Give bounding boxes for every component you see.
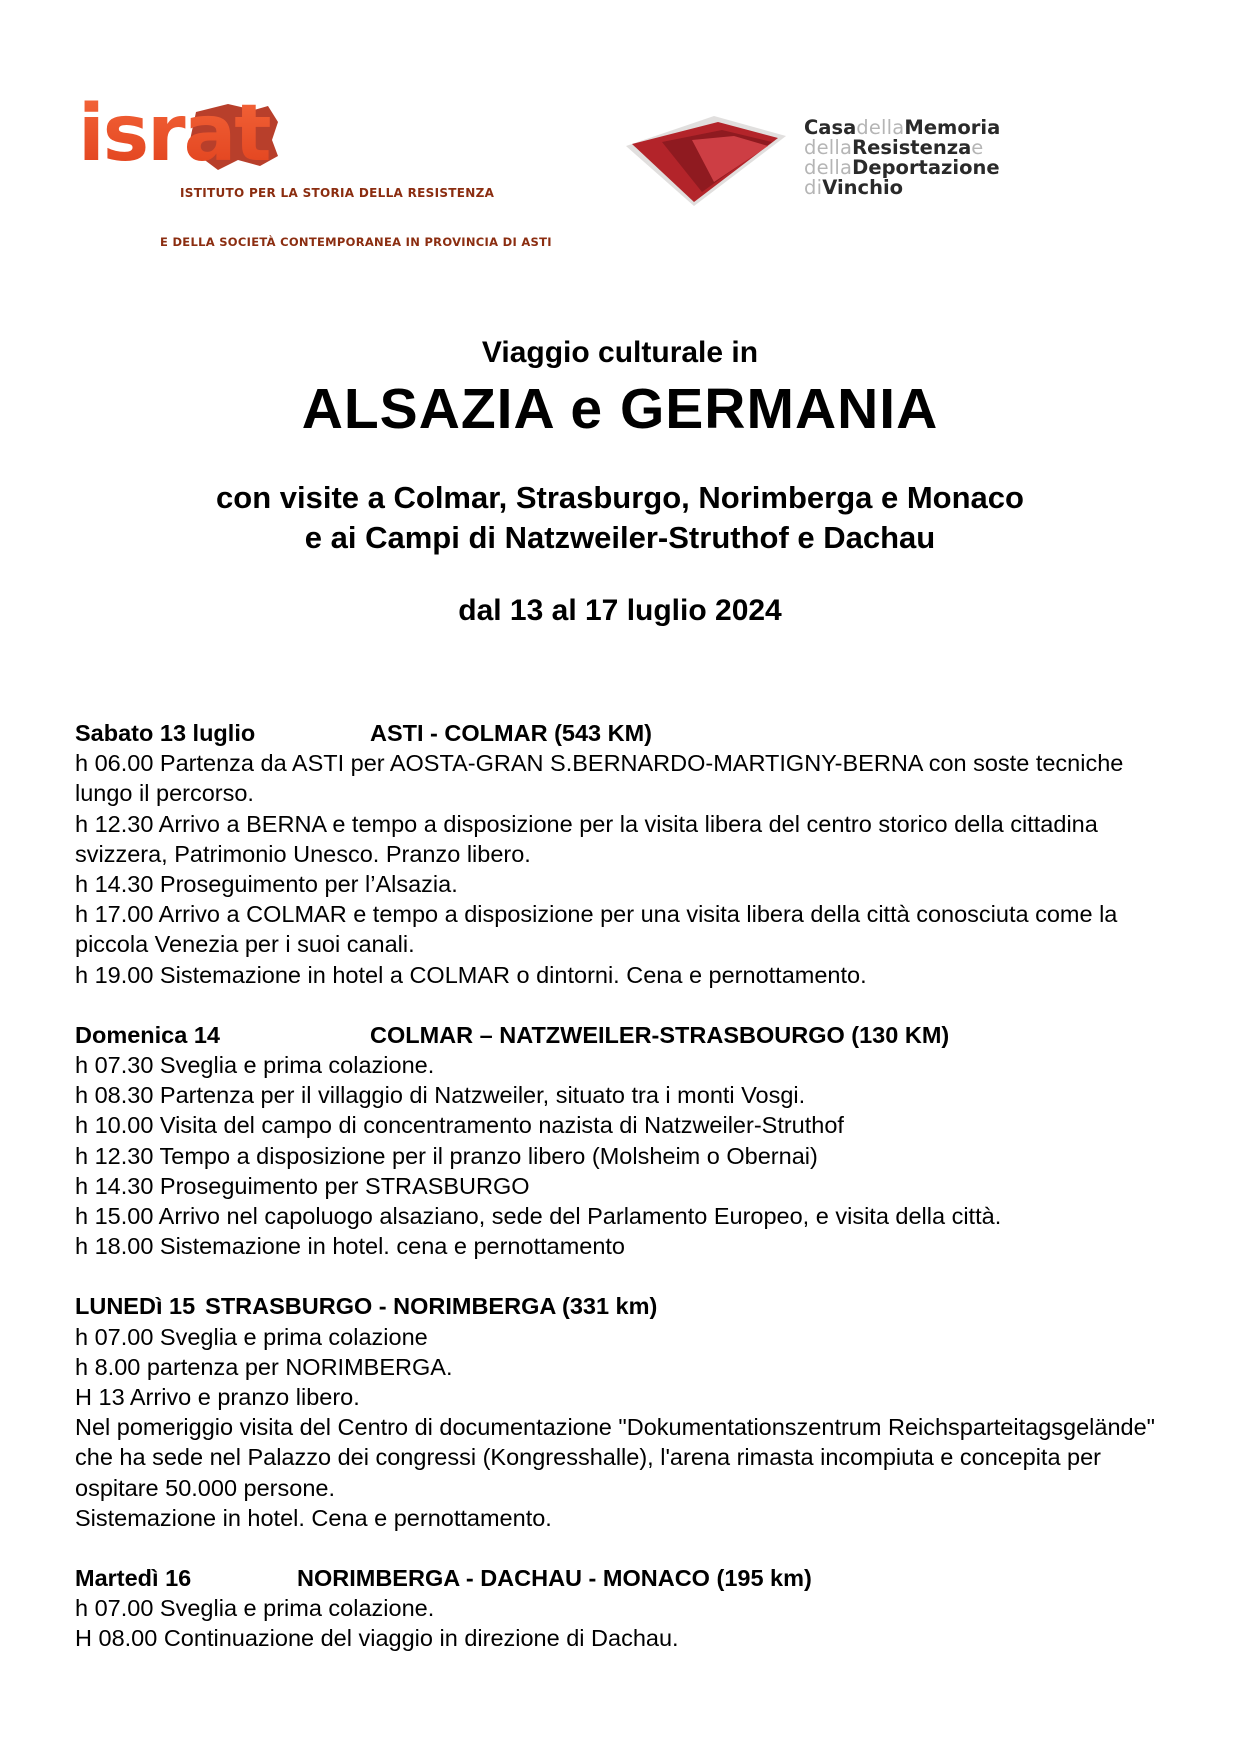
subtitle-line-2: e ai Campi di Natzweiler-Struthof e Dachau (304, 520, 936, 555)
schedule-line: h 07.00 Sveglia e prima colazione (75, 1323, 428, 1350)
schedule-line: h 07.30 Sveglia e prima colazione. (75, 1052, 435, 1079)
svg-text:israt: israt (78, 100, 270, 172)
schedule-line: h 17.00 Arrivo a COLMAR e tempo a disposizione per una visita libera della città conosciuta come la piccola Venezia per i suoi canali. (75, 901, 1118, 958)
schedule-line: h 18.00 Sistemazione in hotel. cena e pernottamento (75, 1233, 626, 1260)
itinerary-day (75, 718, 1175, 990)
israt-logo (78, 100, 518, 172)
day-heading (75, 718, 1175, 748)
itinerary-day (75, 1020, 1175, 1262)
day-heading (75, 1291, 1175, 1321)
schedule-line: h 06.00 Partenza da ASTI per AOSTA-GRAN S.BERNARDO-MARTIGNY-BERNA con soste tecniche lungo il percorso. (75, 750, 1124, 807)
casa-memoria-wordmark (804, 118, 1000, 198)
israt-wordmark-icon (78, 100, 398, 172)
day-label: Sabato 13 luglio (75, 720, 256, 746)
subtitle-line-1: con visite a Colmar, Strasburgo, Norimberga e Monaco (216, 480, 1024, 515)
schedule-line: H 08.00 Continuazione del viaggio in direzione di Dachau. (75, 1625, 679, 1652)
itinerary-day (75, 1563, 1175, 1654)
day-heading (75, 1563, 1175, 1593)
schedule-line: h 12.30 Tempo a disposizione per il pranzo libero (Molsheim o Obernai) (75, 1142, 818, 1169)
casa-memoria-emblem-icon (622, 112, 792, 210)
schedule-line: h 10.00 Visita del campo di concentramento nazista di Natzweiler-Struthof (75, 1112, 844, 1139)
day-label: Domenica 14 (75, 1021, 220, 1048)
casa-row-3: dellaDeportazione (804, 156, 1000, 179)
itinerary (75, 718, 1175, 1684)
title-intro: Viaggio culturale in (481, 336, 759, 369)
day-heading (75, 1020, 1175, 1050)
schedule-line: h 14.30 Proseguimento per l’Alsazia. (75, 871, 458, 898)
casa-row-2: dellaResistenzae (804, 136, 984, 159)
day-route: NORIMBERGA - DACHAU - MONACO (195 km) (297, 1565, 812, 1592)
day-route: STRASBURGO - NORIMBERGA (331 km) (205, 1293, 658, 1320)
day-route: ASTI - COLMAR (543 KM) (370, 720, 652, 746)
israt-subtitle-line2: E DELLA SOCIETÀ CONTEMPORANEA IN PROVINCIA DI ASTI (160, 235, 552, 249)
schedule-line: H 13 Arrivo e pranzo libero. (75, 1384, 360, 1411)
page-title: ALSAZIA e GERMANIA (301, 377, 939, 441)
schedule-line: h 15.00 Arrivo nel capoluogo alsaziano, sede del Parlamento Europeo, e visita della città. (75, 1203, 1002, 1230)
israt-subtitle-line1: ISTITUTO PER LA STORIA DELLA RESISTENZA (180, 186, 495, 200)
itinerary-day (75, 1291, 1175, 1533)
schedule-line: h 08.30 Partenza per il villaggio di Natzweiler, situato tra i monti Vosgi. (75, 1082, 806, 1109)
title-subtitle (0, 478, 1240, 558)
schedule-line: Sistemazione in hotel. Cena e pernottamento. (75, 1504, 552, 1531)
day-label: LUNEDì 15 (75, 1293, 196, 1320)
casa-row-4: diVinchio (804, 176, 904, 199)
schedule-line: Nel pomeriggio visita del Centro di documentazione "Dokumentationszentrum Reichsparteitagsgelände" che ha sede nel Palazzo dei congressi (Kongresshalle), l'arena rimasta incompiuta e concepita per ospitare 50.000 persone. (75, 1414, 1155, 1501)
schedule-line: h 19.00 Sistemazione in hotel a COLMAR o dintorni. Cena e pernottamento. (75, 961, 867, 988)
trip-dates: dal 13 al 17 luglio 2024 (458, 594, 782, 627)
schedule-line: h 07.00 Sveglia e prima colazione. (75, 1595, 435, 1622)
casa-row-1: CasadellaMemoria (804, 116, 1001, 139)
day-label: Martedì 16 (75, 1565, 192, 1592)
day-route: COLMAR – NATZWEILER-STRASBOURGO (130 KM) (370, 1021, 950, 1048)
schedule-line: h 8.00 partenza per NORIMBERGA. (75, 1353, 453, 1380)
schedule-line: h 14.30 Proseguimento per STRASBURGO (75, 1172, 530, 1199)
schedule-line: h 12.30 Arrivo a BERNA e tempo a disposizione per la visita libera del centro storico della cittadina svizzera, Patrimonio Unesco. Pranzo libero. (75, 810, 1098, 867)
